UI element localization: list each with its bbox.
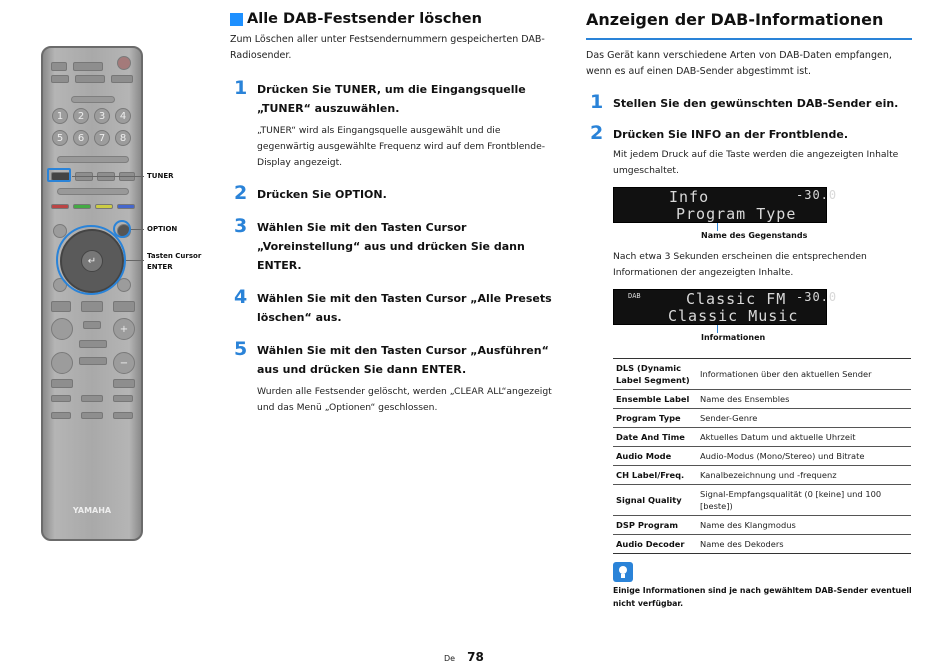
table-row [613, 447, 911, 466]
table-key: CH Label/Freq. [613, 466, 697, 485]
title-square-icon [230, 13, 243, 26]
table-row [613, 485, 911, 516]
step-number: 1 [234, 77, 248, 99]
step-1 [230, 77, 555, 171]
step-description: „TUNER“ wird als Eingangsquelle ausgewählt und die gegenwärtig ausgewählte Frequenz wird auf dem Frontblende-Display angezeigt. [257, 125, 546, 168]
note-block [586, 562, 912, 610]
remote-sleep-button [51, 62, 67, 71]
cursor-callout-line [126, 260, 144, 261]
step-4 [230, 286, 555, 327]
footer-language: De [444, 654, 456, 663]
remote-preset-bar [57, 188, 129, 195]
remote-volume-down: − [113, 352, 135, 374]
step-number: 2 [234, 182, 248, 204]
display-volume: -30.0 [796, 290, 838, 304]
enter-callout: ENTER [147, 263, 173, 271]
step-text: Stellen Sie den gewünschten DAB-Sender ein. [613, 97, 899, 110]
remote-next-button [113, 412, 133, 419]
display-caption [613, 225, 912, 243]
cursor-highlight [56, 225, 126, 295]
step-text: Drücken Sie TUNER, um die Eingangsquelle „TUNER“ auszuwählen. [257, 83, 526, 115]
step-text: Drücken Sie OPTION. [257, 188, 387, 201]
step-2 [586, 122, 912, 554]
remote-popup-menu-button [113, 301, 135, 312]
remote-scene-8: 8 [115, 130, 131, 146]
heading-rule [586, 38, 912, 40]
remote-scene-6: 6 [73, 130, 89, 146]
table-value: Name des Klangmodus [697, 516, 911, 535]
caption-pointer [717, 325, 718, 333]
step-number: 1 [590, 91, 604, 113]
table-value: Name des Dekoders [697, 535, 911, 554]
table-value: Name des Ensembles [697, 390, 911, 409]
display-line-1: Info [669, 188, 710, 206]
note-lightbulb-icon [613, 562, 633, 582]
remote-power-button [117, 56, 131, 70]
section-title-text: Alle DAB-Festsender löschen [247, 11, 482, 27]
section-intro: Zum Löschen aller unter Festsendernummern gespeicherten DAB-Radiosender. [230, 34, 545, 61]
table-key: Audio Decoder [613, 535, 697, 554]
step-text: Drücken Sie INFO an der Frontblende. [613, 128, 849, 141]
remote-scene-7: 7 [94, 130, 110, 146]
step-number: 3 [234, 215, 248, 237]
remote-enter-button: ↵ [81, 250, 103, 272]
remote-brand-logo: YAMAHA [72, 506, 112, 515]
table-key: DLS (Dynamic Label Segment) [613, 359, 697, 390]
section-heading: Anzeigen der DAB-Informationen [586, 10, 884, 29]
remote-bd-button [83, 321, 101, 329]
caption-text: Informationen [701, 333, 766, 342]
between-text: Nach etwa 3 Sekunden erscheinen die entsprechenden Informationen der angezeigten Inhalte. [613, 251, 867, 278]
front-display-item-name [613, 187, 838, 223]
section-intro: Das Gerät kann verschiedene Arten von DAB-Daten empfangen, wenn es auf einen DAB-Sender abgestimmt ist. [586, 50, 892, 77]
table-value: Kanalbezeichnung und -frequenz [697, 466, 911, 485]
table-key: Program Type [613, 409, 697, 428]
table-row [613, 466, 911, 485]
remote-scene-2: 2 [73, 108, 89, 124]
remote-top-menu-button [51, 301, 71, 312]
tuner-callout: TUNER [147, 172, 174, 180]
cursor-callout: Tasten Cursor [147, 252, 202, 260]
page-number: 78 [467, 650, 484, 664]
step-2 [230, 182, 555, 204]
remote-hdmi-out-button [111, 75, 133, 83]
delete-presets-section [230, 8, 555, 416]
remote-yellow-button [95, 204, 113, 209]
step-description: Mit jedem Druck auf die Taste werden die angezeigten Inhalte umgeschaltet. [613, 149, 899, 176]
table-value: Audio-Modus (Mono/Stereo) und Bitrate [697, 447, 911, 466]
step-text: Wählen Sie mit den Tasten Cursor „Ausführen“ aus und drücken Sie dann ENTER. [257, 344, 549, 376]
page-footer [444, 650, 484, 664]
step-number: 2 [590, 122, 604, 144]
caption-pointer [717, 223, 718, 231]
remote-pause-button [81, 412, 103, 419]
front-display-info [613, 289, 838, 325]
remote-scene-4: 4 [115, 108, 131, 124]
display-tag: DAB [628, 292, 641, 300]
remote-green-button [73, 204, 91, 209]
remote-party-button [51, 75, 69, 83]
display-caption [613, 327, 912, 345]
remote-scene-bar [71, 96, 115, 103]
remote-input-bar [57, 156, 129, 163]
step-description: Wurden alle Festsender gelöscht, werden „CLEAR ALL“angezeigt und das Menü „Optionen“ geschlossen. [257, 386, 552, 413]
tuner-callout-line [72, 176, 144, 177]
remote-pure-direct-button [75, 75, 105, 83]
table-row [613, 390, 911, 409]
remote-scene-5: 5 [52, 130, 68, 146]
remote-prev-button [51, 412, 71, 419]
table-row [613, 428, 911, 447]
step-number: 5 [234, 338, 248, 360]
remote-mute-button [113, 379, 135, 388]
remote-enhancer-button [79, 357, 107, 365]
remote-program-up [51, 318, 73, 340]
table-value: Signal-Empfangsqualität (0 [keine] und 100 [beste]) [697, 485, 911, 516]
remote-surdecode-button [79, 340, 107, 348]
table-row [613, 359, 911, 390]
remote-program-down [51, 352, 73, 374]
dab-info-table [613, 358, 911, 554]
step-5 [230, 338, 555, 416]
remote-play-button [81, 395, 103, 402]
remote-scene-3: 3 [94, 108, 110, 124]
caption-text: Name des Gegenstands [701, 231, 808, 240]
remote-rewind-button [51, 395, 71, 402]
table-key: Signal Quality [613, 485, 697, 516]
display-volume: -30.0 [796, 188, 838, 202]
remote-volume-up: + [113, 318, 135, 340]
remote-red-button [51, 204, 69, 209]
table-value: Informationen über den aktuellen Sender [697, 359, 911, 390]
table-key: Audio Mode [613, 447, 697, 466]
step-text: Wählen Sie mit den Tasten Cursor „Alle Presets löschen“ aus. [257, 292, 552, 324]
section-title [230, 8, 555, 30]
table-value: Aktuelles Datum und aktuelle Uhrzeit [697, 428, 911, 447]
remote-zone-button [73, 62, 103, 71]
display-line-1: Classic FM [686, 290, 787, 308]
table-key: Date And Time [613, 428, 697, 447]
option-callout: OPTION [147, 225, 178, 233]
table-row [613, 409, 911, 428]
step-number: 4 [234, 286, 248, 308]
step-text: Wählen Sie mit den Tasten Cursor „Voreinstellung“ aus und drücken Sie dann ENTER. [257, 221, 525, 272]
remote-scene-1: 1 [52, 108, 68, 124]
table-row [613, 516, 911, 535]
option-callout-line [131, 229, 144, 230]
table-value: Sender-Genre [697, 409, 911, 428]
step-1 [586, 91, 912, 113]
remote-straight-button [51, 379, 73, 388]
remote-forward-button [113, 395, 133, 402]
table-key: Ensemble Label [613, 390, 697, 409]
tuner-highlight [47, 168, 71, 182]
note-text: Einige Informationen sind je nach gewähltem DAB-Sender eventuell nicht verfügbar. [613, 586, 912, 608]
display-line-2: Program Type [676, 205, 797, 223]
display-line-2: Classic Music [668, 307, 799, 325]
dab-info-section [586, 8, 912, 610]
table-row [613, 535, 911, 554]
remote-home-button [81, 301, 103, 312]
step-3 [230, 215, 555, 275]
table-key: DSP Program [613, 516, 697, 535]
remote-blue-button [117, 204, 135, 209]
